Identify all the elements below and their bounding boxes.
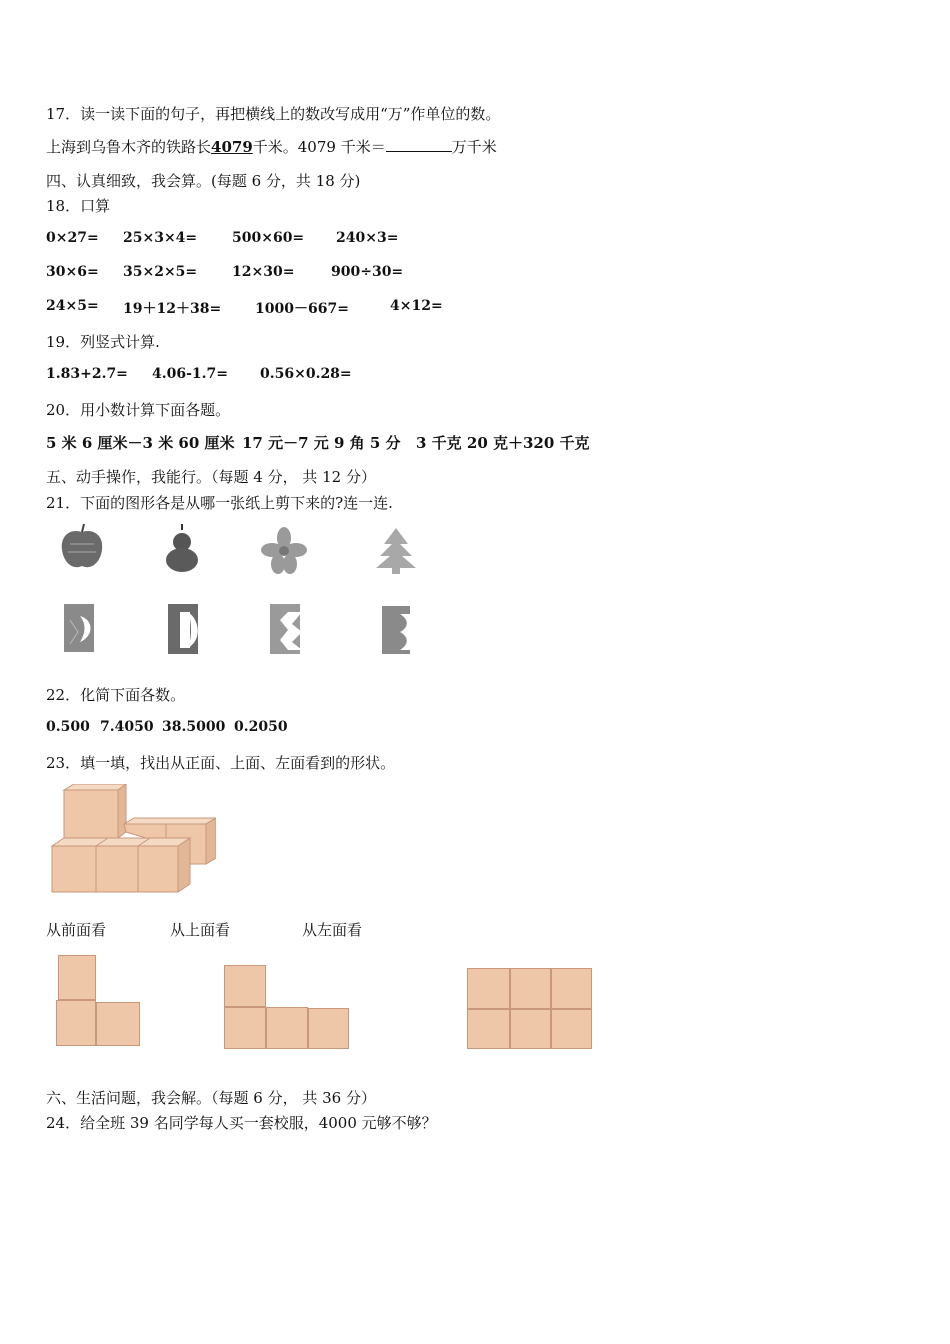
q18-item: 4×12= — [390, 298, 443, 314]
q17-text-b: 千米。4079 千米＝ — [252, 138, 386, 156]
q23-title: 23．填一填，找出从正面、上面、左面看到的形状。 — [46, 754, 396, 772]
section-6-heading: 六、生活问题，我会解。（每题 6 分， 共 36 分） — [46, 1089, 376, 1107]
cube-stack-figure — [46, 784, 216, 900]
section-4-heading: 四、认真细致，我会算。(每题 6 分，共 18 分) — [46, 172, 361, 190]
view-front-label: 从前面看 — [46, 921, 107, 939]
q20-title: 20．用小数计算下面各题。 — [46, 401, 231, 419]
q21-figure — [40, 520, 440, 670]
q18-item: 19＋12＋38= — [123, 301, 222, 317]
gourd-icon[interactable] — [166, 524, 198, 572]
q19-item: 0.56×0.28= — [260, 366, 352, 382]
q18-title: 18．口算 — [46, 197, 111, 215]
q22-item: 38.5000 — [162, 719, 226, 735]
q18-item: 240×3= — [336, 230, 399, 246]
view-square — [266, 1007, 308, 1049]
view-square — [551, 1009, 592, 1049]
view-square — [224, 1007, 266, 1049]
q18-item: 0×27= — [46, 230, 99, 246]
view-square — [467, 968, 510, 1009]
view-top-label: 从上面看 — [170, 921, 231, 939]
flower-icon[interactable] — [261, 527, 307, 574]
view-square — [551, 968, 592, 1009]
q19-title: 19．列竖式计算. — [46, 333, 160, 351]
q17-title: 17．读一读下面的句子，再把横线上的数改写成用“万”作单位的数。 — [46, 105, 501, 123]
q18-item: 500×60= — [232, 230, 305, 246]
q18-item: 30×6= — [46, 264, 99, 280]
apple-icon[interactable] — [62, 524, 103, 567]
q22-item: 0.500 — [46, 719, 90, 735]
q20-item: 5 米 6 厘米－3 米 60 厘米 — [46, 434, 235, 452]
q17-text-c: 万千米 — [451, 138, 497, 156]
view-square — [224, 965, 266, 1007]
q22-item: 0.2050 — [234, 719, 288, 735]
q21-title: 21．下面的图形各是从哪一张纸上剪下来的?连一连. — [46, 494, 393, 512]
view-square — [467, 1009, 510, 1049]
q22-item: 7.4050 — [100, 719, 154, 735]
q24-title: 24．给全班 39 名同学每人买一套校服，4000 元够不够？ — [46, 1114, 437, 1132]
q17-answer-blank[interactable] — [386, 139, 452, 152]
paper-zigzag-cut[interactable] — [270, 604, 302, 654]
q18-item: 24×5= — [46, 298, 99, 314]
q18-item: 900÷30= — [331, 264, 404, 280]
view-square — [96, 1002, 140, 1046]
q18-item: 25×3×4= — [123, 230, 198, 246]
view-left-label: 从左面看 — [302, 921, 363, 939]
q17-text-a: 上海到乌鲁木齐的铁路长 — [46, 138, 212, 156]
view-square — [58, 955, 96, 1000]
q17-number: 4079 — [211, 138, 253, 156]
view-square — [510, 1009, 551, 1049]
view-square — [510, 968, 551, 1009]
view-square — [56, 1000, 96, 1046]
view-square — [308, 1008, 349, 1049]
q18-item: 35×2×5= — [123, 264, 198, 280]
q18-item: 12×30= — [232, 264, 295, 280]
q20-item: 3 千克 20 克＋320 千克 — [416, 434, 590, 452]
section-5-heading: 五、动手操作，我能行。（每题 4 分， 共 12 分） — [46, 468, 376, 486]
q19-item: 4.06-1.7= — [152, 366, 228, 382]
paper-wave-cut[interactable] — [382, 606, 412, 654]
q22-title: 22．化简下面各数。 — [46, 686, 186, 704]
paper-leaf-cut[interactable] — [64, 604, 94, 652]
q18-item: 1000－667= — [255, 301, 349, 317]
paper-round-cut[interactable] — [168, 604, 198, 654]
q17-sentence — [46, 136, 497, 157]
q19-item: 1.83+2.7= — [46, 366, 128, 382]
q20-item: 17 元－7 元 9 角 5 分 — [242, 434, 401, 452]
tree-icon[interactable] — [376, 528, 416, 574]
